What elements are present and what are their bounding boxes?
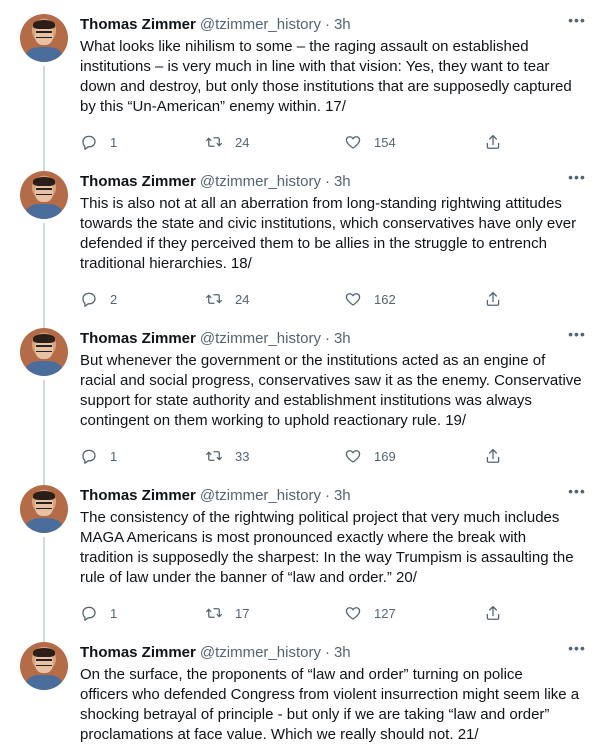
- retweet-count: 24: [235, 134, 250, 150]
- retweet-icon: [205, 447, 223, 465]
- thread-connector-line: [43, 223, 45, 328]
- timestamp[interactable]: 3h: [333, 644, 351, 661]
- share-button[interactable]: [484, 133, 502, 151]
- more-icon[interactable]: •••: [568, 12, 586, 28]
- tweet[interactable]: [0, 471, 613, 628]
- author-handle[interactable]: @tzimmer_history: [199, 644, 321, 661]
- share-icon: [484, 447, 502, 465]
- like-button[interactable]: [344, 604, 396, 622]
- thread-connector-line: [43, 66, 45, 171]
- separator-dot: ·: [324, 173, 330, 190]
- reply-count: 1: [110, 134, 118, 150]
- avatar-column: [20, 328, 68, 376]
- retweet-count: 17: [235, 605, 250, 621]
- retweet-button[interactable]: [205, 133, 249, 151]
- author-name[interactable]: Thomas Zimmer: [80, 173, 196, 190]
- separator-dot: ·: [324, 487, 330, 504]
- tweet[interactable]: [0, 314, 613, 471]
- reply-button[interactable]: [80, 290, 117, 308]
- thread-connector-line: [43, 537, 45, 642]
- share-button[interactable]: [484, 604, 502, 622]
- tweet-text: The consistency of the rightwing political project that very much includes MAGA Americans is most pronounced exactly where the break with tradition is supposedly the sharpest: In the way Trumpism is assaulting the rule of law under the banner of “law and order.” 20/: [80, 509, 574, 586]
- tweet-header: [80, 328, 601, 350]
- reply-count: 1: [110, 448, 118, 464]
- like-button[interactable]: [344, 133, 396, 151]
- timestamp[interactable]: 3h: [333, 16, 351, 33]
- like-count: 169: [374, 448, 396, 464]
- tweet-actions: [80, 603, 613, 623]
- tweet-header: [80, 14, 601, 36]
- tweet-header: [80, 171, 601, 193]
- retweet-icon: [205, 290, 223, 308]
- more-icon[interactable]: •••: [568, 169, 586, 185]
- like-icon: [344, 290, 362, 308]
- reply-icon: [80, 447, 98, 465]
- tweet[interactable]: [0, 0, 613, 157]
- author-name[interactable]: Thomas Zimmer: [80, 330, 196, 347]
- retweet-button[interactable]: [205, 604, 249, 622]
- more-icon[interactable]: •••: [568, 483, 586, 499]
- tweet-actions: [80, 446, 613, 466]
- share-icon: [484, 290, 502, 308]
- reply-count: 1: [110, 605, 118, 621]
- timestamp[interactable]: 3h: [333, 330, 351, 347]
- reply-button[interactable]: [80, 604, 117, 622]
- avatar[interactable]: [20, 328, 68, 376]
- timestamp[interactable]: 3h: [333, 487, 351, 504]
- like-button[interactable]: [344, 290, 396, 308]
- tweet[interactable]: [0, 628, 613, 748]
- reply-button[interactable]: [80, 447, 117, 465]
- tweet-header: [80, 642, 601, 664]
- author-name[interactable]: Thomas Zimmer: [80, 16, 196, 33]
- tweet-actions: [80, 132, 613, 152]
- tweet-actions: [80, 289, 613, 309]
- tweet-text: On the surface, the proponents of “law and order” turning on police officers who defended Congress from violent insurrection might seem like a shocking betrayal of principle - but only if we are taking “law and order” proclamations at face value. Which we really should not. 21/: [80, 666, 580, 743]
- share-icon: [484, 133, 502, 151]
- retweet-button[interactable]: [205, 447, 249, 465]
- tweet-text: This is also not at all an aberration from long-standing rightwing attitudes towards the state and civic institutions, which conservatives have only ever defended if they perceived them to be allies in the struggle to entrench traditional hierarchies. 18/: [80, 195, 577, 272]
- like-count: 162: [374, 291, 396, 307]
- separator-dot: ·: [324, 16, 330, 33]
- retweet-icon: [205, 133, 223, 151]
- share-icon: [484, 604, 502, 622]
- avatar[interactable]: [20, 171, 68, 219]
- reply-icon: [80, 290, 98, 308]
- reply-button[interactable]: [80, 133, 117, 151]
- thread-connector-line: [43, 380, 45, 485]
- share-button[interactable]: [484, 290, 502, 308]
- more-icon[interactable]: •••: [568, 640, 586, 656]
- tweet-text: But whenever the government or the institutions acted as an engine of racial and social progress, conservatives saw it as the enemy. Conservative support for state authority and establishment institutions was always contingent on them working to uphold reactionary rule. 19/: [80, 352, 582, 429]
- reply-count: 2: [110, 291, 118, 307]
- tweet-header: [80, 485, 601, 507]
- like-icon: [344, 447, 362, 465]
- avatar[interactable]: [20, 14, 68, 62]
- author-name[interactable]: Thomas Zimmer: [80, 644, 196, 661]
- avatar[interactable]: [20, 642, 68, 690]
- more-icon[interactable]: •••: [568, 326, 586, 342]
- reply-icon: [80, 604, 98, 622]
- author-handle[interactable]: @tzimmer_history: [199, 487, 321, 504]
- retweet-button[interactable]: [205, 290, 249, 308]
- like-button[interactable]: [344, 447, 396, 465]
- avatar-column: [20, 14, 68, 62]
- avatar[interactable]: [20, 485, 68, 533]
- timestamp[interactable]: 3h: [333, 173, 351, 190]
- author-name[interactable]: Thomas Zimmer: [80, 487, 196, 504]
- author-handle[interactable]: @tzimmer_history: [199, 173, 321, 190]
- author-handle[interactable]: @tzimmer_history: [199, 330, 321, 347]
- avatar-column: [20, 171, 68, 219]
- like-icon: [344, 604, 362, 622]
- tweet-text: What looks like nihilism to some – the raging assault on established institutions – is very much in line with that vision: Yes, they want to tear down and destroy, but only those institutions that are supposedly captured by this “Un-American” enemy within. 17/: [80, 38, 572, 115]
- like-count: 154: [374, 134, 396, 150]
- avatar-column: [20, 642, 68, 690]
- reply-icon: [80, 133, 98, 151]
- share-button[interactable]: [484, 447, 502, 465]
- author-handle[interactable]: @tzimmer_history: [199, 16, 321, 33]
- retweet-count: 33: [235, 448, 250, 464]
- separator-dot: ·: [324, 644, 330, 661]
- like-count: 127: [374, 605, 396, 621]
- separator-dot: ·: [324, 330, 330, 347]
- retweet-icon: [205, 604, 223, 622]
- tweet[interactable]: [0, 157, 613, 314]
- like-icon: [344, 133, 362, 151]
- retweet-count: 24: [235, 291, 250, 307]
- avatar-column: [20, 485, 68, 533]
